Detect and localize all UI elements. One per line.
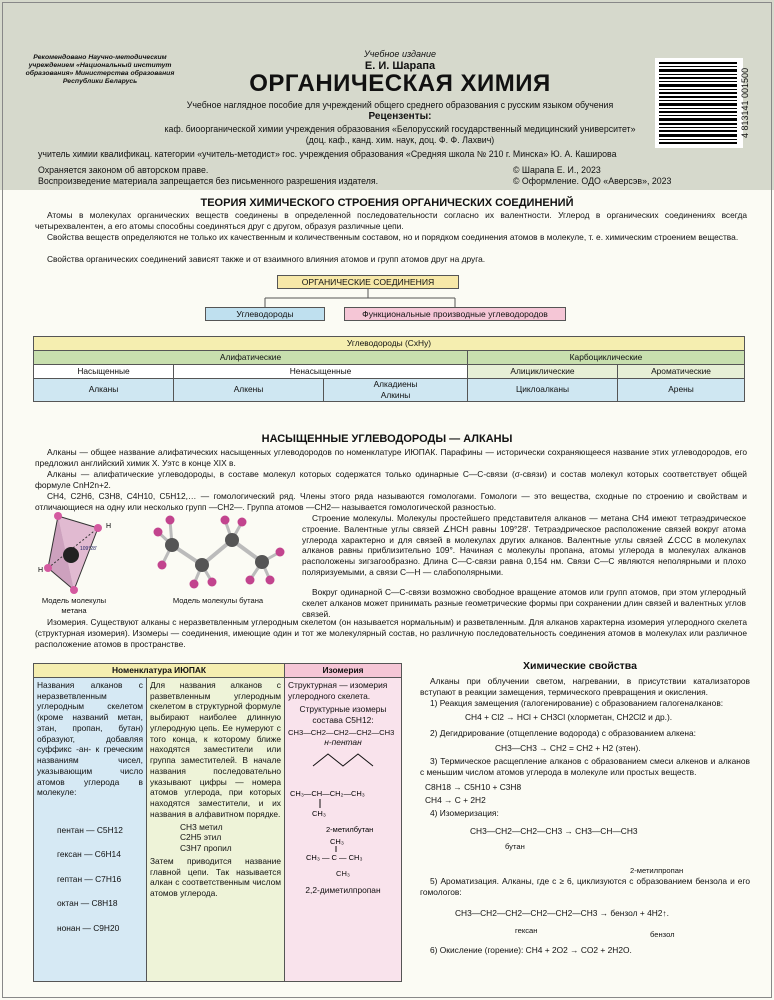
substituent-list bbox=[150, 822, 281, 854]
svg-text:CH₃: CH₃ bbox=[330, 837, 344, 847]
methane-caption: Модель молекулы метана bbox=[41, 596, 107, 615]
nomenclature-col2-text: Для названия алканов с разветвленным углеродным скелетом в структурной формуле выбирают наиболее длинную углеродную цепь. Ее нумеруют с того конца, к которому ближе находятся заместители или группа заместителей. В начале названия последовательно указывают цифры — номера атомов углерода, при которых находятся заместители, и их названия в алфавитном порядке. bbox=[150, 679, 281, 819]
isomer-structures-icon bbox=[288, 748, 398, 868]
section-title-alkanes: НАСЫЩЕННЫЕ УГЛЕВОДОРОДЫ — АЛКАНЫ bbox=[261, 433, 513, 445]
pentane-formula: CH3—CH2—CH2—CH2—CH3 bbox=[288, 727, 395, 737]
reaction-3-equation-1: C8H18 → C5H10 + C3H8 bbox=[425, 782, 522, 792]
barcode-icon bbox=[655, 58, 743, 148]
section-title-theory: ТЕОРИЯ ХИМИЧЕСКОГО СТРОЕНИЯ ОРГАНИЧЕСКИХ СОЕДИНЕНИЙ bbox=[200, 197, 574, 209]
methylpropane-label: 2-метилпропан bbox=[630, 866, 684, 875]
nomenclature-col2 bbox=[147, 677, 285, 981]
nomenclature-table bbox=[33, 663, 402, 982]
benzene-label: бензол bbox=[650, 930, 675, 939]
classif-alkynes: Алкины bbox=[380, 389, 411, 400]
author-name: Е. И. Шарапа bbox=[364, 60, 436, 72]
classif-alkenes: Алкены bbox=[174, 379, 324, 402]
list-item: CH3 метил bbox=[180, 821, 223, 832]
subtitle: Учебное наглядное пособие для учреждений общего среднего образования с русским языком обучения bbox=[186, 100, 614, 110]
list-item: гептан — C7H16 bbox=[57, 873, 122, 884]
copyright-design: © Оформление. ОДО «Аверсэв», 2023 bbox=[513, 176, 672, 186]
isomerism-paragraph: Изомерия. Существуют алканы с неразветвленным углеродным скелетом (он называется нормальным) и разветвленным. Для алканов характерна изомерия углеродного скелета (структурная изомерия). Изомеры — соединения, имеющие один и тот же молекулярный состав, но различную последовательность соединения атомов в молекулах или различное расположение атомов в пространстве. bbox=[35, 617, 747, 649]
nomenclature-col1-text: Названия алканов с неразветвленным углеродным скелетом (кроме названий метан, этан, пропан, бутан) образуют, добавляя суффикс -ан- к греческим названиям чисел, указывающим число атомов углерода в молекуле: bbox=[37, 679, 143, 798]
isomerism-header: Изомерия bbox=[285, 664, 402, 678]
list-item: нонан — C9H20 bbox=[57, 922, 120, 933]
classif-alkanes: Алканы bbox=[34, 379, 174, 402]
reviewer-1: каф. биоорганической химии учреждения образования «Белорусский государственный медицинский университет» bbox=[164, 124, 636, 134]
dimethylpropane-ch3: CH₃ bbox=[336, 868, 350, 878]
reviewers-heading: Рецензенты: bbox=[368, 111, 432, 122]
reaction-3-equation-2: CH4 → C + 2H2 bbox=[425, 795, 486, 805]
copyright-notice: Охраняется законом об авторском праве. bbox=[38, 165, 209, 175]
structure-paragraph: Строение молекулы. Молекулы простейшего представителя алканов — метана CH4 имеют тетраэдрическое строение. Валентные углы связей ∠HCH равны 109°28′. Тетраэдрическое расположение связей вокруг атома углерода характерно и для связей в молекулах других алканов. Валентные углы связей ∠CCC в молекулах алканов равны приблизительно 109°. Начиная с молекулы пропана, атомы углерода в молекулах алканов расположены зигзагообразно. Длина C—C-связи равна 0,154 нм. Связи C—C являются неполярными и плохо поляризуемыми, а связи C—H — слабополярными. bbox=[302, 513, 746, 577]
theory-paragraph-1: Атомы в молекулах органических веществ соединены в определенной последовательности согласно их валентности. Углерод в органических соединениях всегда четырехвалентен, а его атомы способны соединяться друг с другом, образуя различные цепи. bbox=[35, 210, 747, 231]
pentane-name: н-пентан bbox=[324, 737, 362, 748]
nomenclature-header: Номенклатура ИЮПАК bbox=[34, 664, 285, 678]
alkane-name-list bbox=[37, 818, 143, 940]
svg-text:CH₃ — C — CH₃: CH₃ — C — CH₃ bbox=[306, 853, 363, 863]
reaction-4-equation: CH3—CH2—CH2—CH3 → CH3—CH—CH3 bbox=[470, 826, 638, 836]
classif-saturated: Насыщенные bbox=[34, 365, 174, 379]
butane-caption: Модель молекулы бутана bbox=[172, 596, 264, 605]
reaction-5-label: 5) Ароматизация. Алканы, где c ≥ 6, циклизуются с образованием бензола и его гомологов: bbox=[420, 876, 750, 897]
list-item: C3H7 пропил bbox=[180, 843, 232, 853]
reaction-1-label: 1) Реакция замещения (галогенирование) с образованием галогеналканов: bbox=[430, 698, 724, 708]
isomerism-subtitle: Структурные изомеры состава C5H12: bbox=[299, 704, 387, 725]
nomenclature-col2-tail: Затем приводится название главной цепи. Так называется алкан с соответственным числом атомов углерода. bbox=[150, 855, 281, 898]
list-item: C2H5 этил bbox=[180, 832, 222, 843]
reaction-5-equation: CH3—CH2—CH2—CH2—CH2—CH3 → бензол + 4H2↑. bbox=[455, 908, 669, 918]
classif-aliphatic: Алифатические bbox=[34, 351, 468, 365]
methane-h-label: H bbox=[38, 567, 44, 574]
rotation-paragraph: Вокруг одинарной C—C-связи возможно свободное вращение атомов или групп атомов, при этом углеродный скелет алканов может принимать разные геометрические формы при сохранении длин связей и валентных углов связей. bbox=[302, 587, 746, 619]
theory-paragraph-2: Свойства веществ определяются не только их качественным и количественным составом, но и порядком соединения атомов в молекуле, т. е. химическим строением вещества. bbox=[47, 232, 739, 242]
methane-angle: 109°28′ bbox=[80, 546, 97, 552]
reviewer-1-details: (доц. каф., канд. хим. наук, доц. Ф. Ф. Лахвич) bbox=[305, 135, 495, 145]
tree-connector bbox=[200, 288, 580, 308]
reviewer-2: учитель химии квалификац. категории «учитель-методист» гос. учреждения образования «Средняя школа № 210 г. Минска» Ю. А. Каширова bbox=[38, 149, 617, 159]
alkanes-paragraph-3: CH4, C2H6, C3H8, C4H10, C5H12,… — гомологический ряд. Члены этого ряда называются гомологами. Гомологи — это вещества, сходные по строению и свойствам и отличающиеся на одну или несколько групп —CH2—. Группа атомов —CH2— называется гомологической разностью. bbox=[35, 491, 747, 512]
hexane-label: гексан bbox=[515, 926, 538, 935]
barcode-number: 4 813141 001500 bbox=[740, 67, 750, 139]
classif-unsaturated: Ненасыщенные bbox=[174, 365, 468, 379]
methane-model-icon bbox=[36, 510, 118, 596]
isomerism-text: Структурная — изомерия углеродного скелета. bbox=[288, 679, 388, 701]
methylbutane-name: 2-метилбутан bbox=[326, 825, 374, 835]
classif-arenes: Арены bbox=[618, 379, 745, 402]
alkanes-paragraph-2: Алканы — алифатические углеводороды, в составе молекул которых содержатся только одинарные C—C-связи (σ-связи) и состав молекул которых соответствует общей формуле CnH2n+2. bbox=[35, 469, 747, 490]
butane-label: бутан bbox=[505, 842, 525, 851]
classification-table bbox=[33, 336, 745, 402]
butane-model-icon bbox=[150, 510, 290, 590]
hydrocarbons-box: Углеводороды bbox=[205, 307, 325, 321]
reaction-6-label: 6) Окисление (горение): CH4 + 2O2 → CO2 + 2H2O. bbox=[430, 945, 632, 955]
page-title: ОРГАНИЧЕСКАЯ ХИМИЯ bbox=[249, 70, 551, 97]
classif-alkadienes-label: Алкадиены bbox=[373, 379, 418, 389]
methane-h-label-2: H bbox=[106, 523, 112, 530]
derivatives-box: Функциональные производные углеводородов bbox=[344, 307, 566, 321]
nomenclature-col1 bbox=[34, 677, 147, 981]
classif-aromatic: Ароматические bbox=[618, 365, 745, 379]
reaction-3-label: 3) Термическое расщепление алканов с образованием смеси алкенов и алканов с меньшим числом атомов углерода в молекуле или простых веществ. bbox=[420, 756, 750, 777]
classif-alkadienes bbox=[324, 379, 468, 402]
classif-alicyclic: Алициклические bbox=[468, 365, 618, 379]
classif-cycloalkanes: Циклоалканы bbox=[468, 379, 618, 402]
svg-text:CH₃—CH—CH₂—CH₃: CH₃—CH—CH₂—CH₃ bbox=[290, 789, 365, 799]
reaction-4-label: 4) Изомеризация: bbox=[430, 808, 499, 818]
reproduction-notice: Воспроизведение материала запрещается без письменного разрешения издателя. bbox=[38, 176, 379, 186]
list-item: октан — C8H18 bbox=[57, 898, 118, 909]
theory-paragraph-3: Свойства органических соединений зависят также и от взаимного влияния атомов и групп атомов друг на друга. bbox=[47, 254, 486, 264]
reaction-1-equation: CH4 + Cl2 → HCl + CH3Cl (хлорметан, CH2Cl2 и др.). bbox=[465, 712, 673, 722]
dimethylpropane-name: 2,2-диметилпропан bbox=[305, 884, 381, 895]
org-compounds-box: ОРГАНИЧЕСКИЕ СОЕДИНЕНИЯ bbox=[277, 275, 459, 289]
copyright-author: © Шарапа Е. И., 2023 bbox=[513, 165, 601, 175]
list-item: гексан — C6H14 bbox=[57, 849, 121, 860]
recommendation-note: Рекомендовано Научно-методическим учреждением «Национальный институт образования» Министерства образования Республики Беларусь bbox=[25, 54, 175, 86]
chem-intro: Алканы при облучении светом, нагревании, в присутствии катализаторов вступают в реакции замещения, термического превращения и окисления. bbox=[420, 676, 750, 697]
list-item: пентан — C5H12 bbox=[57, 825, 123, 835]
classif-top: Углеводороды (CxHy) bbox=[34, 337, 745, 351]
svg-text:CH₃: CH₃ bbox=[312, 809, 326, 819]
edition-label: Учебное издание bbox=[364, 49, 436, 59]
alkanes-paragraph-1: Алканы — общее название алифатических насыщенных углеводородов по номенклатуре ИЮПАК. Парафины — исторически сохраняющееся название этих углеводородов, его предложил английский химик Х. Уэтс в конце XIX в. bbox=[35, 447, 747, 468]
chem-properties-title: Химические свойства bbox=[523, 660, 637, 672]
reaction-2-equation: CH3—CH3 → CH2 = CH2 + H2 (этен). bbox=[495, 743, 641, 753]
isomerism-col bbox=[285, 677, 402, 981]
reaction-2-label: 2) Дегидрирование (отщепление водорода) с образованием алкена: bbox=[430, 728, 696, 738]
classif-carbocyclic: Карбоциклические bbox=[468, 351, 745, 365]
